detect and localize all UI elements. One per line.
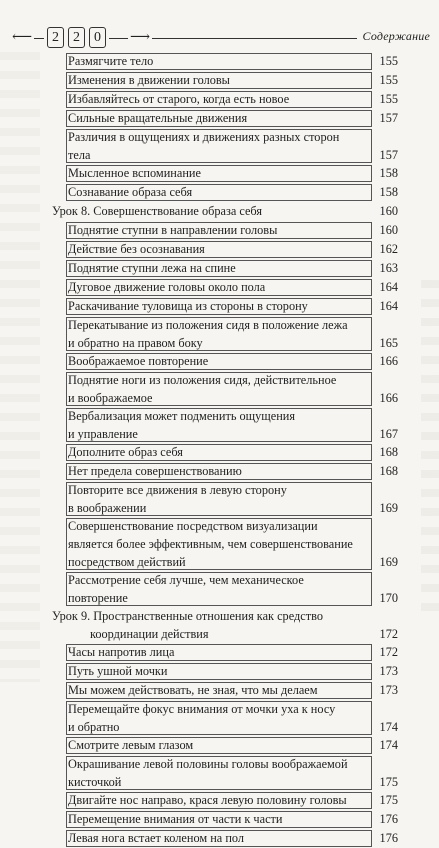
toc-page-number: 175 [379,793,398,807]
toc-entry[interactable] [52,109,398,128]
toc-entry[interactable] [52,52,398,71]
toc-leader [203,334,374,352]
toc-leader [209,625,375,643]
toc-entry-title: и воображаемое [68,391,153,405]
toc-entry-title: Рассмотрение себя лучше, чем механическое [68,573,304,587]
page-number [44,27,109,48]
arrow-left-icon: ⟵ [12,30,33,45]
toc-page-number: 155 [379,54,398,68]
toc-entry-title: тела [68,148,91,162]
toc-entry-title: Повторите все движения в левую сторону [68,483,287,497]
toc-page-number: 157 [379,111,398,125]
toc-page-number: 158 [379,166,398,180]
toc-page-number: 168 [379,464,398,478]
table-of-contents [52,52,398,848]
toc-entry-title: Поднятие ступни лежа на спине [68,261,236,275]
toc-entry[interactable] [52,571,398,607]
toc-page-number: 167 [379,427,398,441]
toc-entry-title: и обратно [68,720,120,734]
toc-entry-title: Дополните образ себя [68,445,183,459]
bleed-through-left [0,52,40,682]
toc-entry-title: Смотрите левым глазом [68,738,194,752]
toc-entry-title: Урок 9. Пространственные отношения как средство [52,609,323,623]
page-digit: 2 [68,27,85,48]
toc-entry-title: Путь ушной мочки [68,664,168,678]
toc-entry[interactable] [52,791,398,810]
toc-entry[interactable] [52,481,398,517]
toc-entry-title: и обратно на правом боку [68,336,203,350]
toc-entry-title: и управление [68,427,138,441]
toc-entry-title: кисточкой [68,775,122,789]
toc-page-number: 174 [379,738,398,752]
toc-entry-title: Размягчите тело [68,54,154,68]
toc-entry-title: Совершенствование посредством визуализации [68,519,318,533]
toc-entry-title: Мы можем действовать, не зная, что мы делаем [68,683,318,697]
toc-entry-title: Избавляйтесь от старого, когда есть новое [68,92,290,106]
toc-page-number: 155 [379,73,398,87]
toc-entry-title: в воображении [68,501,147,515]
toc-entry-title: Двигайте нос направо, крася левую половину головы [68,793,347,807]
toc-page-number: 164 [379,299,398,313]
toc-entry-title: Различия в ощущениях и движениях разных сторон [68,130,340,144]
toc-entry[interactable] [52,407,398,443]
toc-page-number: 174 [379,720,398,734]
toc-entry-title: Нет предела совершенствованию [68,464,242,478]
toc-entry-title: Урок 8. Совершенствование образа себя [52,204,263,218]
toc-entry-title: Сильные вращательные движения [68,111,248,125]
toc-entry-title: повторение [68,591,128,605]
bleed-through-right [421,280,439,620]
toc-leader [138,425,374,443]
toc-leader [90,146,374,164]
toc-page-number: 172 [379,645,398,659]
toc-entry[interactable] [52,829,398,848]
toc-entry[interactable] [52,90,398,109]
arrow-right-icon: ⟶ [130,30,151,45]
toc-entry[interactable] [52,240,398,259]
toc-page-number: 166 [379,354,398,368]
toc-page-number: 155 [379,92,398,106]
toc-entry[interactable] [52,443,398,462]
toc-entry[interactable] [52,278,398,297]
toc-entry[interactable] [52,736,398,755]
toc-page-number: 162 [379,242,398,256]
toc-entry-title: Перекатывание из положения сидя в положение лежа [68,318,348,332]
toc-entry-title: Поднятие ноги из положения сидя, действительное [68,373,337,387]
toc-page-number: 173 [379,683,398,697]
toc-leader [119,718,374,736]
toc-page-number: 175 [379,775,398,789]
toc-page-number: 160 [379,204,398,218]
toc-entry[interactable] [52,755,398,791]
toc-page-number: 169 [379,555,398,569]
toc-entry[interactable] [52,517,398,571]
toc-entry-title: Часы напротив лица [68,645,175,659]
toc-entry-title: Поднятие ступни в направлении головы [68,223,278,237]
page-header [12,24,430,52]
toc-entry[interactable] [52,352,398,371]
toc-entry-title: Сознавание образа себя [68,185,193,199]
toc-entry-title: Перемещайте фокус внимания от мочки уха к носу [68,702,336,716]
toc-entry[interactable] [52,221,398,240]
toc-page-number: 164 [379,280,398,294]
toc-page-number: 176 [379,831,398,845]
toc-entry[interactable] [52,316,398,352]
toc-entry[interactable] [52,371,398,407]
toc-entry[interactable] [52,71,398,90]
toc-page-number: 173 [379,664,398,678]
toc-page-number: 169 [379,501,398,515]
toc-entry[interactable] [52,700,398,736]
toc-page-number: 170 [379,591,398,605]
running-title: Содержание [357,29,430,44]
toc-entry-title: Раскачивание туловища из стороны в сторону [68,299,308,313]
toc-entry-title: Воображаемое повторение [68,354,209,368]
toc-entry-title: координации действия [90,627,209,641]
toc-entry-title: Окрашивание левой половины головы воображаемой [68,757,348,771]
toc-entry-title: является более эффективным, чем совершенствование [68,537,353,551]
toc-entry[interactable] [52,183,398,202]
toc-entry[interactable] [52,810,398,829]
toc-entry-title: Вербализация может подменить ощущения [68,409,296,423]
toc-entry[interactable] [52,259,398,278]
toc-page-number: 166 [379,391,398,405]
toc-entry-title: Действие без осознавания [68,242,205,256]
toc-entry-title: Перемещение внимания от части к части [68,812,283,826]
toc-leader [128,589,374,607]
toc-chapter[interactable] [52,607,398,643]
toc-page-number: 172 [379,627,398,641]
toc-entry-title: Изменения в движении головы [68,73,230,87]
toc-leader [146,499,374,517]
toc-entry-title: Левая нога встает коленом на пол [68,831,245,845]
toc-leader [153,389,375,407]
toc-entry[interactable] [52,462,398,481]
toc-entry[interactable] [52,297,398,316]
toc-entry[interactable] [52,128,398,164]
toc-entry-title: посредством действий [68,555,186,569]
toc-page-number: 157 [379,148,398,162]
toc-page-number: 176 [379,812,398,826]
page-digit: 2 [47,27,64,48]
toc-page-number: 165 [379,336,398,350]
toc-entry-title: Мысленное вспоминание [68,166,201,180]
toc-entry-title: Дуговое движение головы около пола [68,280,266,294]
toc-page-number: 160 [379,223,398,237]
toc-entry[interactable] [52,164,398,183]
toc-leader [121,773,374,791]
toc-page-number: 168 [379,445,398,459]
toc-entry[interactable] [52,643,398,662]
toc-page-number: 163 [379,261,398,275]
toc-entry[interactable] [52,662,398,681]
toc-entry[interactable] [52,681,398,700]
page-digit: 0 [89,27,106,48]
toc-chapter[interactable] [52,202,398,221]
toc-leader [186,553,374,571]
toc-page-number: 158 [379,185,398,199]
